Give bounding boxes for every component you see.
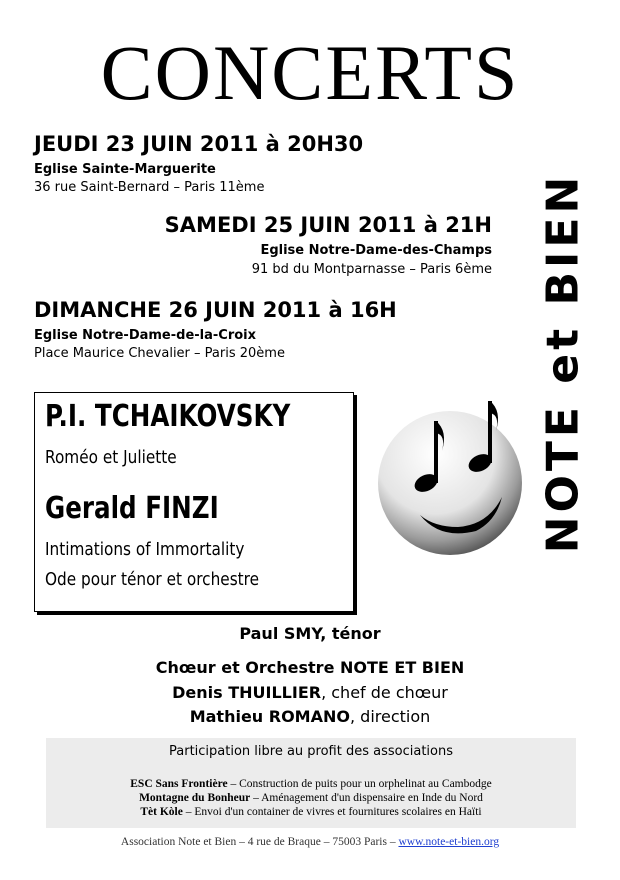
concert-1-date: JEUDI 23 JUIN 2011 à 20H30	[34, 132, 364, 156]
association-name: Montagne du Bonheur	[139, 792, 251, 804]
music-smiley-icon	[378, 375, 528, 575]
associations-heading: Participation libre au profit des associations	[169, 744, 453, 759]
program-box	[34, 392, 354, 612]
choir-director-line	[0, 683, 620, 702]
choir-line	[0, 658, 620, 677]
tenor-name: Paul SMY	[239, 624, 321, 643]
associations-box	[46, 738, 576, 828]
conductor-line	[0, 707, 620, 726]
conductor-name: Mathieu ROMANO	[189, 707, 350, 726]
concert-1-address: 36 rue Saint-Bernard – Paris 11ème	[34, 180, 265, 195]
concert-3-date: DIMANCHE 26 JUIN 2011 à 16H	[34, 298, 397, 322]
association-name: ESC Sans Frontière	[130, 778, 228, 790]
composer-2: Gerald FINZI	[45, 491, 219, 526]
footer-text: Association Note et Bien – 4 rue de Braque – 75003 Paris –	[120, 836, 399, 848]
concert-3-address: Place Maurice Chevalier – Paris 20ème	[34, 346, 285, 361]
concert-2-date: SAMEDI 25 JUIN 2011 à 21H	[164, 213, 492, 237]
concert-3-venue: Eglise Notre-Dame-de-la-Croix	[34, 328, 257, 343]
association-name: Tèt Kòle	[140, 806, 183, 818]
choir-director-role: , chef de chœur	[321, 683, 448, 702]
page-title: CONCERTS	[100, 29, 520, 116]
association-item	[46, 792, 576, 804]
work-2-subtitle: Ode pour ténor et orchestre	[45, 569, 260, 590]
work-2: Intimations of Immortality	[45, 539, 245, 560]
website-link[interactable]: www.note-et-bien.org	[398, 836, 500, 848]
composer-1: P.I. TCHAIKOVSKY	[45, 399, 291, 434]
association-item	[46, 806, 576, 818]
concert-1-venue: Eglise Sainte-Marguerite	[34, 162, 216, 177]
vertical-title: NOTE et BIEN	[537, 172, 589, 554]
concert-2-address: 91 bd du Montparnasse – Paris 6ème	[251, 262, 492, 277]
choir-name: Chœur et Orchestre NOTE ET BIEN	[155, 658, 465, 677]
association-desc: – Construction de puits pour un orphelinat au Cambodge	[227, 778, 492, 790]
conductor-role: , direction	[349, 707, 431, 726]
work-1: Roméo et Juliette	[45, 447, 177, 468]
association-desc: – Aménagement d'un dispensaire en Inde du Nord	[250, 792, 483, 804]
association-item	[46, 778, 576, 790]
tenor-role: , ténor	[320, 624, 381, 643]
association-desc: – Envoi d'un container de vivres et fournitures scolaires en Haïti	[182, 806, 482, 818]
choir-director-name: Denis THUILLIER	[172, 683, 322, 702]
tenor-line	[0, 624, 620, 643]
concert-2-venue: Eglise Notre-Dame-des-Champs	[260, 243, 492, 258]
footer	[0, 836, 620, 848]
